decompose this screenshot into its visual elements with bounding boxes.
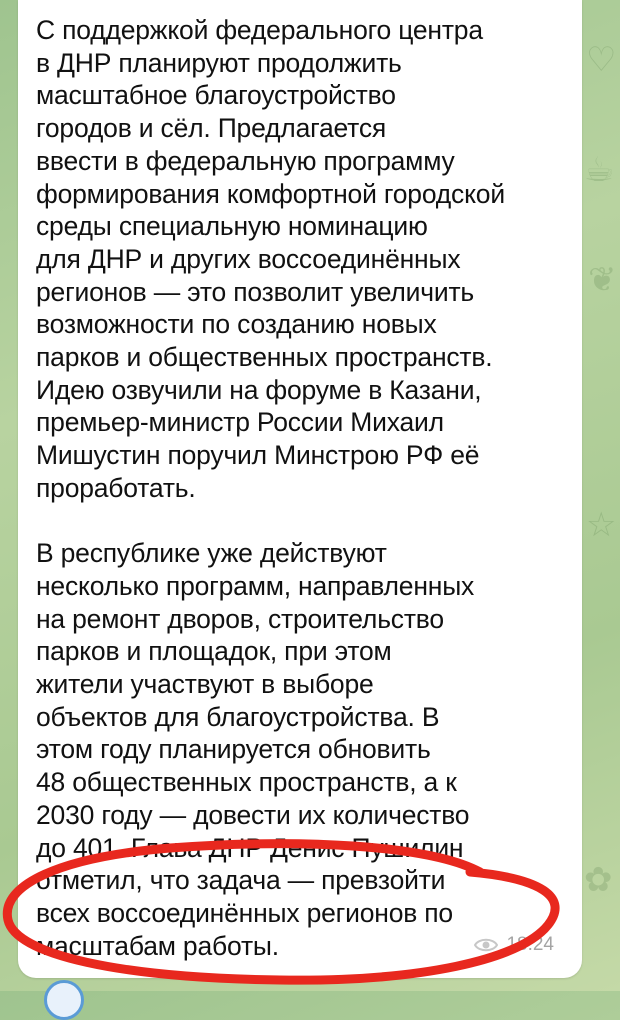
avatar[interactable] bbox=[44, 980, 84, 1020]
message-meta bbox=[474, 934, 554, 956]
wallpaper-doodle-flower: ✿ bbox=[584, 860, 613, 900]
wallpaper-doodle-heart: ♡ bbox=[586, 40, 617, 80]
wallpaper-doodle-cup: ☕ bbox=[584, 150, 615, 190]
wallpaper-doodle-leaf: ❦ bbox=[588, 260, 617, 300]
message-paragraph-2: В республике уже действуют несколько программ, направленных на ремонт дворов, строительство парков и площадок, при этом жители участвуют в выборе объектов для благоустройства. В этом году планируется обновить 48 общественных пространств, а к 2030 году — довести их количество до 401. Глава ДНР Денис Пушилин отметил, что задача — превзойти всех воссоединённых регионов по масштабам работы. bbox=[36, 538, 475, 961]
message-paragraph-1: С поддержкой федерального центра в ДНР планируют продолжить масштабное благоустройство городов и сёл. Предлагается ввести в федеральную программу формирования комфортной городской среды специальную номинацию для ДНР и других воссоединённых регионов — это позволит увеличить возможности по созданию новых парков и общественных пространств. Идею озвучили на форуме в Казани, премьер-министр России Михаил Мишустин поручил Минстрою РФ её проработать. bbox=[36, 15, 505, 503]
eye-icon bbox=[474, 937, 498, 953]
wallpaper-doodle-star: ☆ bbox=[586, 505, 617, 545]
message-time: 18:24 bbox=[506, 934, 554, 955]
message-text bbox=[36, 14, 556, 962]
